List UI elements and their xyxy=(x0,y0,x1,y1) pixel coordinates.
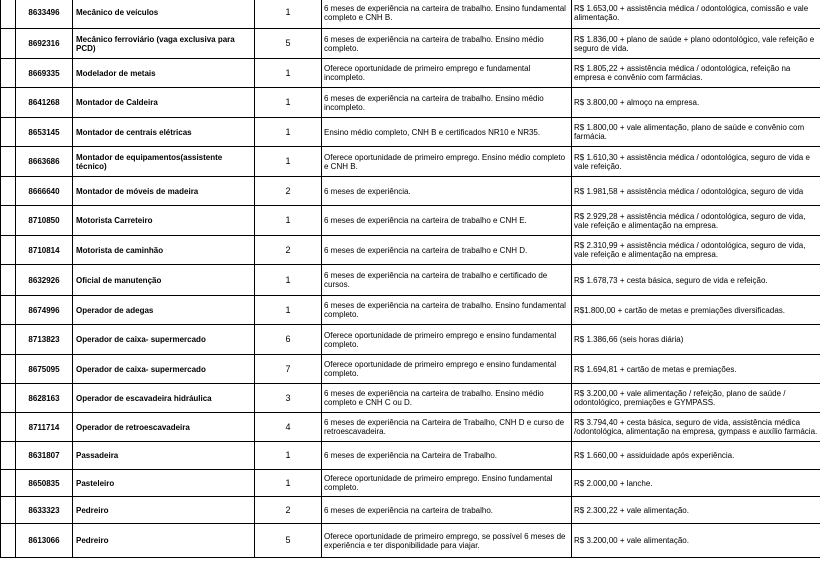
requirements-cell: Ensino médio completo, CNH B e certificados NR10 e NR35. xyxy=(322,118,572,147)
table-row xyxy=(1,384,820,413)
row-margin-cell xyxy=(1,29,16,59)
benefits-cell: R$ 1.386,66 (seis horas diária) xyxy=(572,325,820,355)
job-code-cell: 8663686 xyxy=(16,147,73,177)
job-title-cell: Oficial de manutenção xyxy=(73,265,255,296)
row-margin-cell xyxy=(1,59,16,88)
table-row xyxy=(1,177,820,206)
benefits-cell: R$ 2.929,28 + assistência médica / odontológica, seguro de vida, vale refeição e alimentação na empresa. xyxy=(572,206,820,236)
requirements-cell: 6 meses de experiência na Carteira de Trabalho, CNH D e curso de retroescavadeira. xyxy=(322,413,572,442)
job-vacancies-body xyxy=(1,0,820,558)
requirements-cell: Oferece oportunidade de primeiro emprego. Ensino médio completo e CNH B. xyxy=(322,147,572,177)
job-title-cell: Montador de equipamentos(assistente técnico) xyxy=(73,147,255,177)
job-title-cell: Montador de móveis de madeira xyxy=(73,177,255,206)
vacancies-cell: 4 xyxy=(255,413,322,442)
benefits-cell: R$ 1.981,58 + assistência médica / odontológica, seguro de vida xyxy=(572,177,820,206)
row-margin-cell xyxy=(1,177,16,206)
row-margin-cell xyxy=(1,296,16,325)
job-title-cell: Operador de adegas xyxy=(73,296,255,325)
requirements-cell: 6 meses de experiência na carteira de trabalho e CNH E. xyxy=(322,206,572,236)
job-title-cell: Motorista Carreteiro xyxy=(73,206,255,236)
benefits-cell: R$1.800,00 + cartão de metas e premiações diversificadas. xyxy=(572,296,820,325)
job-code-cell: 8675095 xyxy=(16,355,73,384)
table-row xyxy=(1,413,820,442)
vacancies-cell: 1 xyxy=(255,442,322,470)
requirements-cell: Oferece oportunidade de primeiro emprego e ensino fundamental completo. xyxy=(322,325,572,355)
job-title-cell: Pedreiro xyxy=(73,524,255,558)
benefits-cell: R$ 3.800,00 + almoço na empresa. xyxy=(572,88,820,118)
job-code-cell: 8632926 xyxy=(16,265,73,296)
table-row xyxy=(1,497,820,524)
benefits-cell: R$ 2.310,99 + assistência médica / odontológica, seguro de vida, vale refeição e alimentação na empresa. xyxy=(572,236,820,265)
requirements-cell: 6 meses de experiência na carteira de trabalho e certificado de cursos. xyxy=(322,265,572,296)
job-code-cell: 8710814 xyxy=(16,236,73,265)
job-code-cell: 8711714 xyxy=(16,413,73,442)
benefits-cell: R$ 1.653,00 + assistência médica / odontológica, comissão e vale alimentação. xyxy=(572,0,820,29)
job-code-cell: 8710850 xyxy=(16,206,73,236)
requirements-cell: Oferece oportunidade de primeiro emprego. Ensino fundamental completo. xyxy=(322,470,572,497)
requirements-cell: 6 meses de experiência na carteira de trabalho e CNH D. xyxy=(322,236,572,265)
vacancies-cell: 5 xyxy=(255,29,322,59)
vacancies-cell: 1 xyxy=(255,0,322,29)
row-margin-cell xyxy=(1,206,16,236)
job-title-cell: Operador de caixa- supermercado xyxy=(73,355,255,384)
vacancies-cell: 1 xyxy=(255,265,322,296)
job-title-cell: Mecânico de veículos xyxy=(73,0,255,29)
vacancies-cell: 1 xyxy=(255,59,322,88)
row-margin-cell xyxy=(1,413,16,442)
vacancies-cell: 7 xyxy=(255,355,322,384)
job-title-cell: Pasteleiro xyxy=(73,470,255,497)
table-row xyxy=(1,470,820,497)
requirements-cell: 6 meses de experiência na carteira de trabalho. Ensino médio incompleto. xyxy=(322,88,572,118)
table-row xyxy=(1,0,820,29)
job-code-cell: 8641268 xyxy=(16,88,73,118)
row-margin-cell xyxy=(1,236,16,265)
row-margin-cell xyxy=(1,470,16,497)
vacancies-cell: 1 xyxy=(255,470,322,497)
benefits-cell: R$ 3.200,00 + vale alimentação. xyxy=(572,524,820,558)
requirements-cell: 6 meses de experiência na carteira de trabalho. Ensino médio completo. xyxy=(322,29,572,59)
row-margin-cell xyxy=(1,0,16,29)
job-title-cell: Pedreiro xyxy=(73,497,255,524)
table-row xyxy=(1,442,820,470)
benefits-cell: R$ 1.836,00 + plano de saúde + plano odontológico, vale refeição e seguro de vida. xyxy=(572,29,820,59)
job-code-cell: 8713823 xyxy=(16,325,73,355)
job-code-cell: 8666640 xyxy=(16,177,73,206)
job-code-cell: 8613066 xyxy=(16,524,73,558)
job-code-cell: 8631807 xyxy=(16,442,73,470)
vacancies-cell: 6 xyxy=(255,325,322,355)
row-margin-cell xyxy=(1,88,16,118)
job-title-cell: Passadeira xyxy=(73,442,255,470)
job-title-cell: Montador de Caldeira xyxy=(73,88,255,118)
job-title-cell: Operador de retroescavadeira xyxy=(73,413,255,442)
job-code-cell: 8674996 xyxy=(16,296,73,325)
vacancies-cell: 1 xyxy=(255,147,322,177)
benefits-cell: R$ 1.610,30 + assistência médica / odontológica, seguro de vida e vale refeição. xyxy=(572,147,820,177)
job-title-cell: Operador de caixa- supermercado xyxy=(73,325,255,355)
row-margin-cell xyxy=(1,147,16,177)
row-margin-cell xyxy=(1,384,16,413)
vacancies-cell: 3 xyxy=(255,384,322,413)
requirements-cell: 6 meses de experiência. xyxy=(322,177,572,206)
row-margin-cell xyxy=(1,497,16,524)
table-row xyxy=(1,118,820,147)
vacancies-cell: 5 xyxy=(255,524,322,558)
table-row xyxy=(1,355,820,384)
requirements-cell: Oferece oportunidade de primeiro emprego e ensino fundamental completo. xyxy=(322,355,572,384)
job-code-cell: 8633323 xyxy=(16,497,73,524)
table-row xyxy=(1,59,820,88)
requirements-cell: 6 meses de experiência na carteira de trabalho. Ensino médio completo e CNH C ou D. xyxy=(322,384,572,413)
vacancies-cell: 2 xyxy=(255,236,322,265)
benefits-cell: R$ 1.660,00 + assiduidade após experiência. xyxy=(572,442,820,470)
table-row xyxy=(1,29,820,59)
requirements-cell: Oferece oportunidade de primeiro emprego, se possível 6 meses de experiência e ter disponibilidade para viajar. xyxy=(322,524,572,558)
job-code-cell: 8628163 xyxy=(16,384,73,413)
benefits-cell: R$ 2.000,00 + lanche. xyxy=(572,470,820,497)
job-title-cell: Mecânico ferroviário (vaga exclusiva para PCD) xyxy=(73,29,255,59)
vacancies-cell: 1 xyxy=(255,296,322,325)
benefits-cell: R$ 1.805,22 + assistência médica / odontológica, refeição na empresa e convênio com farmácias. xyxy=(572,59,820,88)
row-margin-cell xyxy=(1,265,16,296)
row-margin-cell xyxy=(1,355,16,384)
vacancies-cell: 2 xyxy=(255,497,322,524)
table-row xyxy=(1,325,820,355)
benefits-cell: R$ 1.694,81 + cartão de metas e premiações. xyxy=(572,355,820,384)
table-row xyxy=(1,88,820,118)
requirements-cell: 6 meses de experiência na carteira de trabalho. xyxy=(322,497,572,524)
table-row xyxy=(1,206,820,236)
table-row xyxy=(1,296,820,325)
requirements-cell: 6 meses de experiência na carteira de trabalho. Ensino fundamental completo. xyxy=(322,296,572,325)
row-margin-cell xyxy=(1,442,16,470)
job-title-cell: Operador de escavadeira hidráulica xyxy=(73,384,255,413)
benefits-cell: R$ 3.794,40 + cesta básica, seguro de vida, assistência médica /odontológica, alimentação na empresa, gympass e auxílio farmácia. xyxy=(572,413,820,442)
table-row xyxy=(1,524,820,558)
table-row xyxy=(1,236,820,265)
vacancies-cell: 2 xyxy=(255,177,322,206)
vacancies-cell: 1 xyxy=(255,88,322,118)
table-row xyxy=(1,265,820,296)
job-code-cell: 8669335 xyxy=(16,59,73,88)
benefits-cell: R$ 1.678,73 + cesta básica, seguro de vida e refeição. xyxy=(572,265,820,296)
benefits-cell: R$ 3.200,00 + vale alimentação / refeição, plano de saúde / odontológico, premiações e GYMPASS. xyxy=(572,384,820,413)
vacancies-cell: 1 xyxy=(255,206,322,236)
job-title-cell: Modelador de metais xyxy=(73,59,255,88)
job-code-cell: 8650835 xyxy=(16,470,73,497)
requirements-cell: 6 meses de experiência na Carteira de Trabalho. xyxy=(322,442,572,470)
vacancies-cell: 1 xyxy=(255,118,322,147)
requirements-cell: 6 meses de experiência na carteira de trabalho. Ensino fundamental completo e CNH B. xyxy=(322,0,572,29)
benefits-cell: R$ 1.800,00 + vale alimentação, plano de saúde e convênio com farmácia. xyxy=(572,118,820,147)
benefits-cell: R$ 2.300,22 + vale alimentação. xyxy=(572,497,820,524)
row-margin-cell xyxy=(1,118,16,147)
requirements-cell: Oferece oportunidade de primeiro emprego e fundamental incompleto. xyxy=(322,59,572,88)
job-code-cell: 8633496 xyxy=(16,0,73,29)
job-code-cell: 8653145 xyxy=(16,118,73,147)
row-margin-cell xyxy=(1,325,16,355)
job-title-cell: Montador de centrais elétricas xyxy=(73,118,255,147)
job-code-cell: 8692316 xyxy=(16,29,73,59)
table-row xyxy=(1,147,820,177)
row-margin-cell xyxy=(1,524,16,558)
job-title-cell: Motorista de caminhão xyxy=(73,236,255,265)
